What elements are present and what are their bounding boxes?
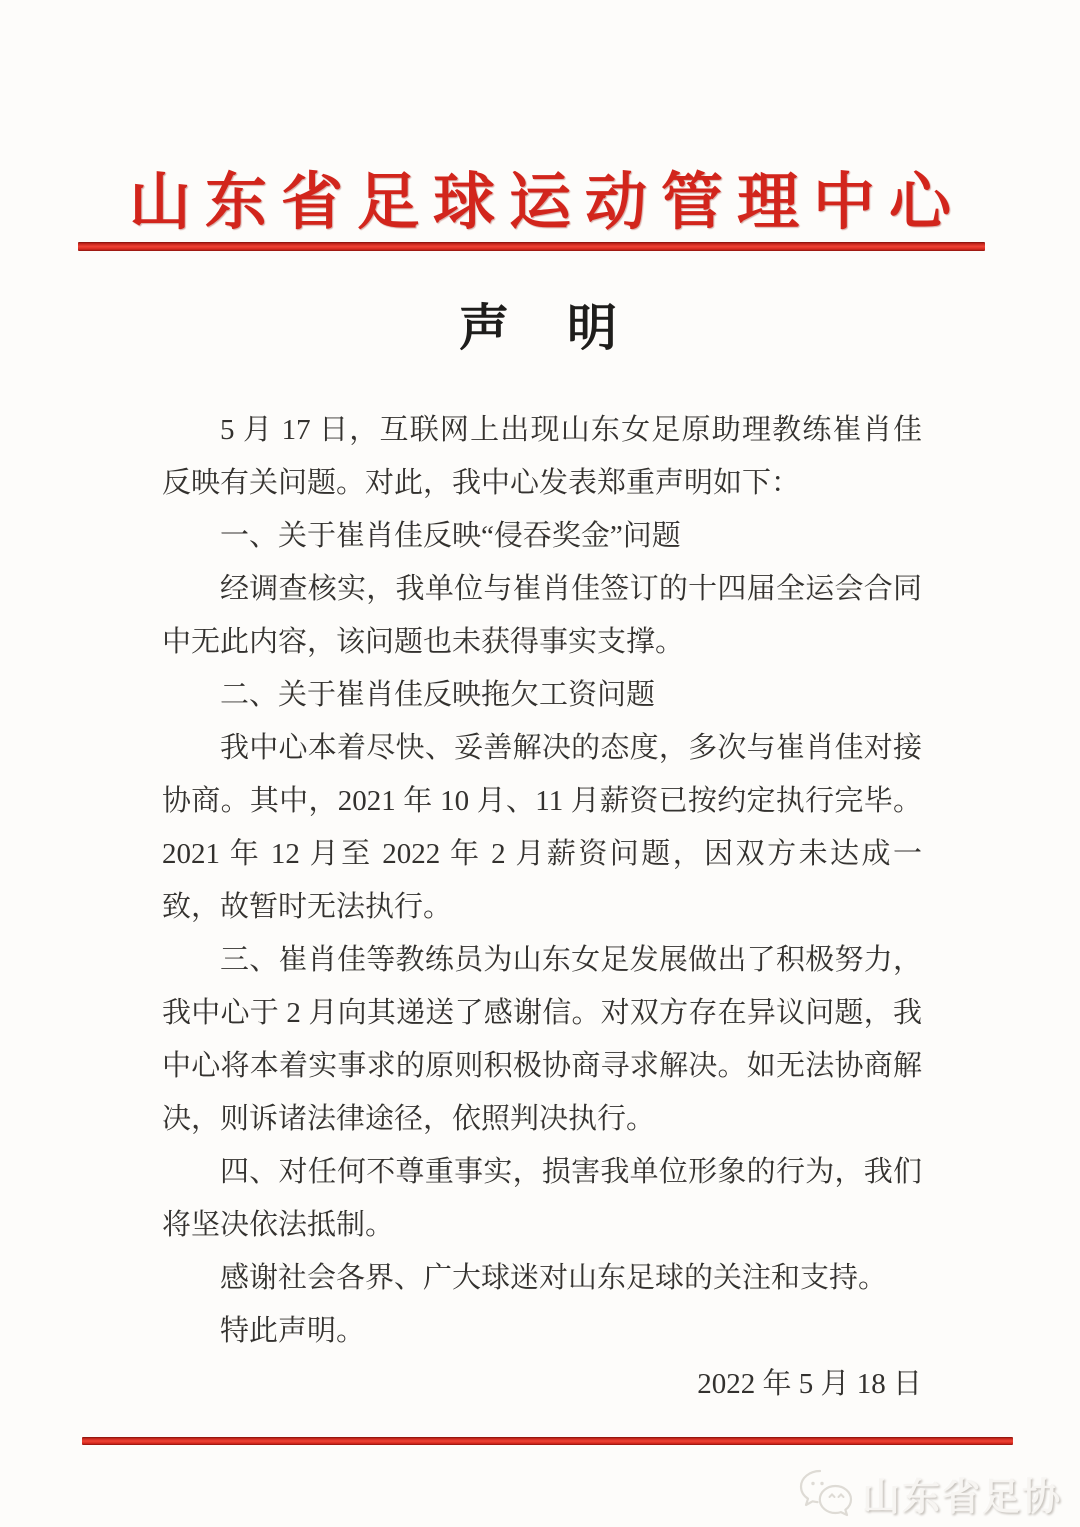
section-1-heading: 一、关于崔肖佳反映“侵吞奖金”问题 [220, 520, 681, 552]
watermark-label: 山东省足协 [861, 1477, 1062, 1519]
document-title: 声 明 [459, 300, 621, 356]
section-3-paragraph: 三、崔肖佳等教练员为山东女足发展做出了积极努力，我中心于 2 月向其递送了感谢信。对双方存在异议问题，我中心将本着实事求的原则积极协商寻求解决。如无法协商解决，则诉诸法律途径，依照判决执行。 [162, 944, 922, 1135]
section-1-body: 经调查核实，我单位与崔肖佳签订的十四届全运会合同中无此内容，该问题也未获得事实支撑。 [162, 573, 922, 658]
wechat-icon [798, 1469, 854, 1519]
section-2-body: 我中心本着尽快、妥善解决的态度，多次与崔肖佳对接协商。其中，2021 年 10 月、11 月薪资已按约定执行完毕。2021 年 12 月至 2022 年 2 月薪资问题，因双方未达成一致，故暂时无法执行。 [162, 732, 922, 923]
closing-paragraph: 特此声明。 [220, 1315, 366, 1347]
letterhead-rule [78, 242, 985, 251]
date-line: 2022 年 5 月 18 日 [697, 1368, 922, 1400]
letterhead-org-name: 山东省足球运动管理中心 [128, 169, 965, 237]
section-2-heading: 二、关于崔肖佳反映拖欠工资问题 [220, 679, 656, 711]
intro-paragraph: 5 月 17 日，互联网上出现山东女足原助理教练崔肖佳反映有关问题。对此，我中心发表郑重声明如下： [162, 414, 922, 499]
statement-body [162, 404, 922, 1411]
wechat-account-watermark [798, 1466, 1062, 1521]
thanks-paragraph: 感谢社会各界、广大球迷对山东足球的关注和支持。 [220, 1262, 888, 1294]
section-4-paragraph: 四、对任何不尊重事实，损害我单位形象的行为，我们将坚决依法抵制。 [162, 1156, 922, 1241]
footer-rule [82, 1437, 1013, 1445]
